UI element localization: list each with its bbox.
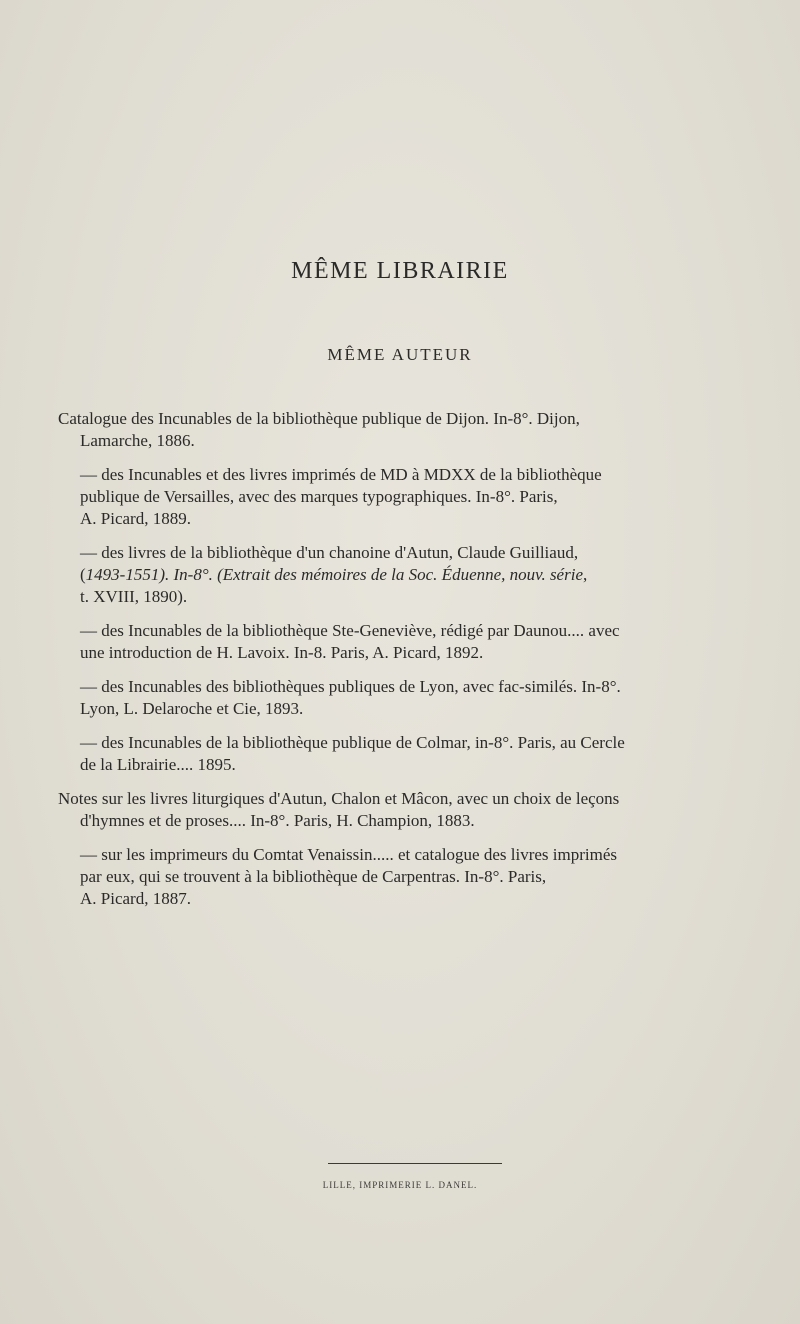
entry-line: de la Librairie.... 1895. [80, 755, 236, 774]
entry-line: — des livres de la bibliothèque d'un chanoine d'Autun, Claude Guilliaud, [80, 543, 579, 562]
entry-line: Catalogue des Incunables de la bibliothèque publique de Dijon. In-8°. Dijon, [58, 409, 580, 428]
bibliography-subentry [58, 542, 748, 608]
entry-line: — des Incunables de la bibliothèque Ste-Geneviève, rédigé par Daunou.... avec [80, 621, 620, 640]
entry-line: Lamarche, 1886. [80, 431, 195, 450]
entry-line: Notes sur les livres liturgiques d'Autun, Chalon et Mâcon, avec un choix de leçons [58, 789, 620, 808]
entry-line: publique de Versailles, avec des marques typographiques. In-8°. Paris, [80, 487, 558, 506]
entry-line: — sur les imprimeurs du Comtat Venaissin..... et catalogue des livres imprimés [80, 845, 617, 864]
page-title: MÊME LIBRAIRIE [291, 258, 509, 284]
entry-line: une introduction de H. Lavoix. In-8. Paris, A. Picard, 1892. [80, 643, 484, 662]
entry-line: (1493-1551). In-8°. (Extrait des mémoires de la Soc. Éduenne, nouv. série, [80, 565, 588, 584]
entry-line: t. XVIII, 1890). [80, 587, 188, 606]
bibliography-list [58, 408, 748, 922]
entry-line: par eux, qui se trouvent à la bibliothèque de Carpentras. In-8°. Paris, [80, 867, 547, 886]
bibliography-subentry [58, 620, 748, 664]
entry-line: — des Incunables et des livres imprimés de MD à MDXX de la bibliothèque [80, 465, 602, 484]
printer-imprint: LILLE, IMPRIMERIE L. DANEL. [322, 1180, 478, 1190]
entry-line: d'hymnes et de proses.... In-8°. Paris, H. Champion, 1883. [80, 811, 475, 830]
bibliography-entry [58, 408, 748, 452]
entry-line: Lyon, L. Delaroche et Cie, 1893. [80, 699, 304, 718]
bibliography-subentry [58, 732, 748, 776]
entry-line: — des Incunables des bibliothèques publiques de Lyon, avec fac-similés. In-8°. [80, 677, 621, 696]
section-heading: MÊME AUTEUR [327, 345, 473, 364]
bibliography-subentry [58, 676, 748, 720]
entry-line: — des Incunables de la bibliothèque publique de Colmar, in-8°. Paris, au Cercle [80, 733, 625, 752]
footer-divider [328, 1163, 502, 1164]
bibliography-subentry [58, 464, 748, 530]
entry-line: A. Picard, 1887. [80, 889, 191, 908]
entry-line: A. Picard, 1889. [80, 509, 191, 528]
bibliography-entry [58, 788, 748, 832]
bibliography-subentry [58, 844, 748, 910]
